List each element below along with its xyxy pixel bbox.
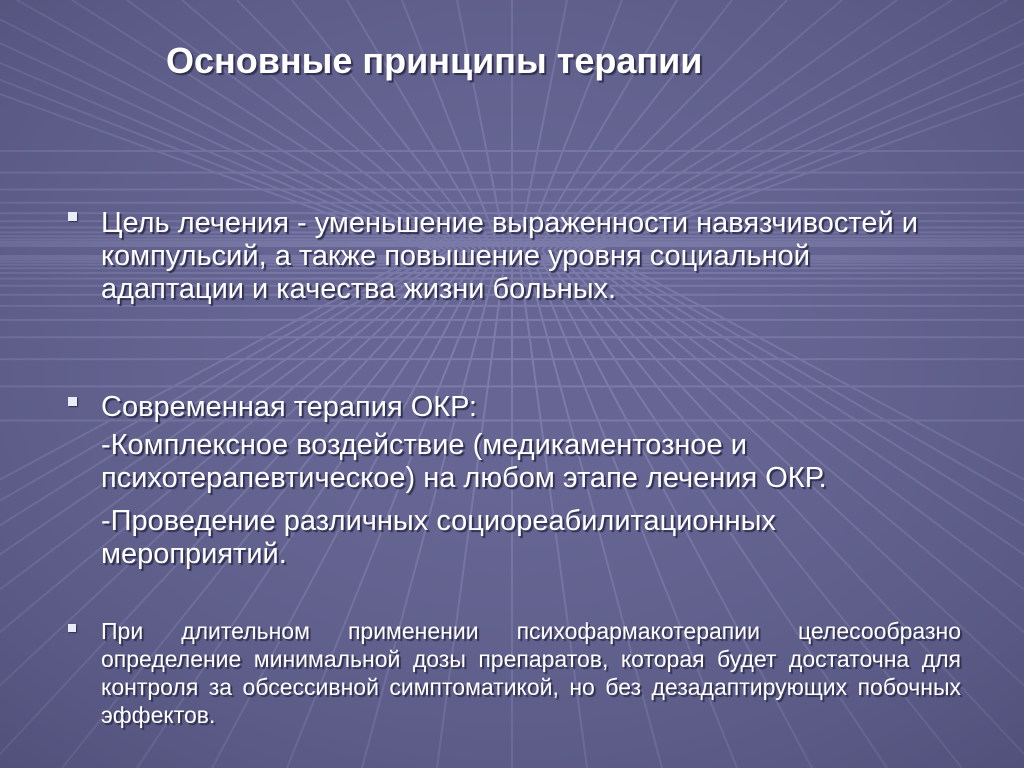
bullet-marker — [68, 212, 77, 221]
slide-title: Основные принципы терапии — [166, 40, 703, 81]
bullet-marker — [68, 624, 76, 632]
bullet-treatment-goal: Цель лечения - уменьшение выраженности навязчивостей и компульсий, а также повышение уровня социальной адаптации и качества жизни больных. — [101, 207, 918, 305]
bullet-marker — [68, 397, 77, 406]
subitem-rehabilitation: -Проведение различных социореабилитационных мероприятий. — [101, 505, 776, 570]
subitem-complex-impact: -Комплексное воздействие (медикаментозное и психотерапевтическое) на любом этапе лечения ОКР. — [101, 429, 827, 494]
bullet-minimal-dose: При длительном применении психофармакотерапии целесообразно определение минимальной дозы препаратов, которая будет достаточна для контроля за обсессивной симптоматикой, но без дезадаптирующих побочных эффектов. — [101, 618, 961, 728]
bullet-modern-therapy: Современная терапия ОКР: — [101, 391, 477, 423]
